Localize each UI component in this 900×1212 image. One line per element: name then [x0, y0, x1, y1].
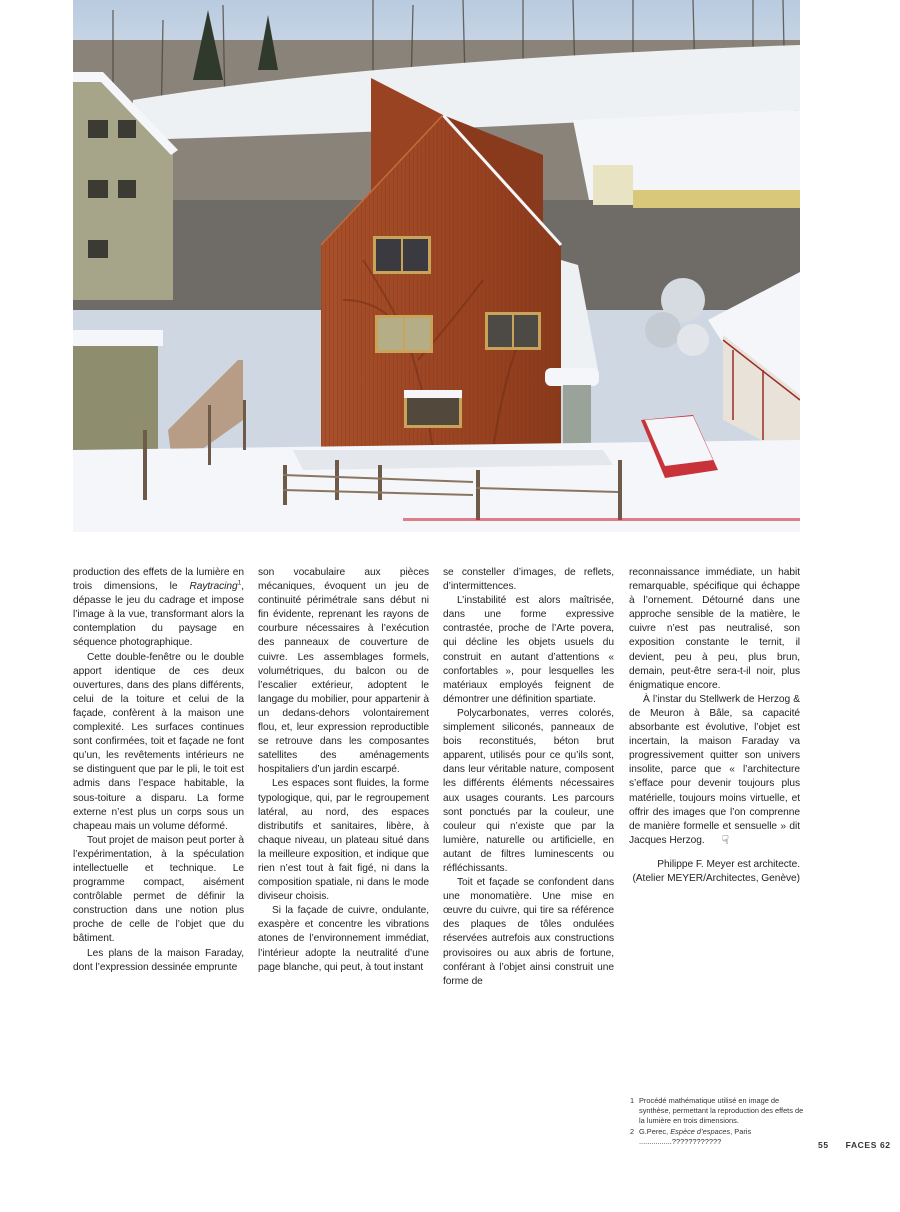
paragraph: son vocabulaire aux pièces mécaniques, évoquent un jeu de continuité périmétrale sans début ni fin évidente, reprenant les rayons de courbure nécessaires à l’exécution des panneaux de couverture de cuivre. Les assemblages formels, volumétriques, du balcon ou de l’escalier extérieur, adoptent le langage du mobilier, pour appartenir à un dedans-dehors volontairement flou, et, leur expression reproductible se retrouve dans les composantes satellites des aménagements hospitaliers d’un jardin escarpé. [258, 567, 429, 776]
paragraph: Toit et façade se confondent dans une monomatière. Une mise en œuvre du cuivre, qui tire sa référence des plaques de tôles ondulées réservées autrefois aux constructions provisoires ou aux abris de fortune, conférant à l’objet ainsi construit une forme de [443, 877, 614, 987]
paragraph: Polycarbonates, verres colorés, simplement siliconés, panneaux de bois reconstitués, béton brut apparent, utilisés pour ce qu’ils sont, dans leur véritable nature, composent les différents éléments nécessaires aux usages courants. Les parcours sont ponctués par la couleur, une couleur qui n’existe que par la lumière, naturelle ou artificielle, en autant de filtres luminescents ou réfléchissants. [443, 707, 614, 874]
paragraph: production des effets de la lumière en trois dimensions, le Raytracing$^1$, dépasse le jeu du cadrage et impose l’image à la vue, transformant alors la contemplation du paysage en séquence photographique. [73, 567, 244, 649]
author-signature [629, 858, 800, 886]
text-column-1 [73, 566, 244, 975]
footnotes [630, 1096, 810, 1147]
footnote-2: 2 G.Perec, Espèce d’espaces, Paris ................???????????? [630, 1126, 752, 1146]
copper-house-illustration [73, 0, 800, 532]
paragraph: À l’instar du Stellwerk de Herzog & de Meuron à Bâle, sa capacité absorbante est évolutive, l’objet est incertain, la maison Faraday va progressivement quitter son univers insolite, parce que « l’architecture s’efface pour devenir toujours plus matérielle, toujours moins virtuelle, et offrir des images que l’on comprenne de manière formelle et sensuelle » dit Jacques Herzog. ☟ [629, 693, 800, 847]
author-affiliation: (Atelier MEYER/Architectes, Genève) [632, 872, 800, 884]
text-column-3 [443, 566, 614, 989]
page-number: 55 [818, 1140, 829, 1150]
issue-number: 62 [879, 1140, 891, 1150]
paragraph: Si la façade de cuivre, ondulante, exaspère et concentre les vibrations atones de l’environnement immédiat, l’intérieur adopte la neutralité d’une page blanche, qui peut, à tout instant [258, 905, 429, 973]
paragraph: se consteller d’images, de reflets, d’intermittences. [443, 567, 614, 593]
page-folio [818, 1140, 891, 1150]
text-column-2 [258, 566, 429, 975]
paragraph: L’instabilité est alors maîtrisée, dans une forme expressive contrastée, proche de l’Arte povera, qui décline les objets usuels du construit en autant d’attentions « confortables », pour lesquelles les matériaux employés feignent de démontrer une définition spartiate. [443, 595, 614, 705]
magazine-name: FACES [845, 1140, 877, 1150]
paragraph: reconnaissance immédiate, un habit remarquable, spécifique qui échappe à l’ornement. Détourné dans une approche sensible de la matière, le cuivre n’est pas neutralisé, son exposition constante le ternit, il devient, peu à peu, plus brun, demain, peut-être sera-t-il noir, plus énigmatique encore. [629, 567, 800, 691]
paragraph: Tout projet de maison peut porter à l’expérimentation, à la spéculation intellectuelle et technique. Le programme compact, aisément contrôlable permet de définir la construction dans une notion plus proche de celle de l’objet que du bâtiment. [73, 834, 244, 945]
footnote-ref-1: 1 [237, 579, 242, 587]
paragraph: Les espaces sont fluides, la forme typologique, qui, par le regroupement latéral, au nord, des espaces distributifs et sanitaires, libère, à chaque niveau, un plateau situé dans la meilleure exposition, et indique que rien n’est tout à fait figé, ni dans la composition spatiale, ni dans le mode diviseur choisis. [258, 778, 429, 903]
pointing-hand-icon: ☟ [721, 832, 729, 847]
paragraph: Les plans de la maison Faraday, dont l’expression dessinée emprunte [73, 947, 244, 973]
hero-photo [73, 0, 800, 532]
text-column-4 [629, 566, 800, 886]
footnote-1: 1 Procédé mathématique utilisé en image de synthèse, permettant la reproduction des effets de la lumière en trois dimensions. [630, 1096, 804, 1126]
paragraph: Cette double-fenêtre ou le double apport identique de ces deux ouvertures, dans des plans différents, celui de la toiture et celui de la façade, confèrent à la maison une complexité. Les surfaces continues sont confirmées, toit et façade ne font qu’un, les revêtements intérieurs ne se distinguent que par le pli, le toit est admis dans l’espace habitable, la sous-toiture a disparu. La forme externe n’est plus un corps sous un chapeau mais un volume déformé. [73, 651, 244, 832]
author-line: Philippe F. Meyer est architecte. [657, 858, 800, 870]
